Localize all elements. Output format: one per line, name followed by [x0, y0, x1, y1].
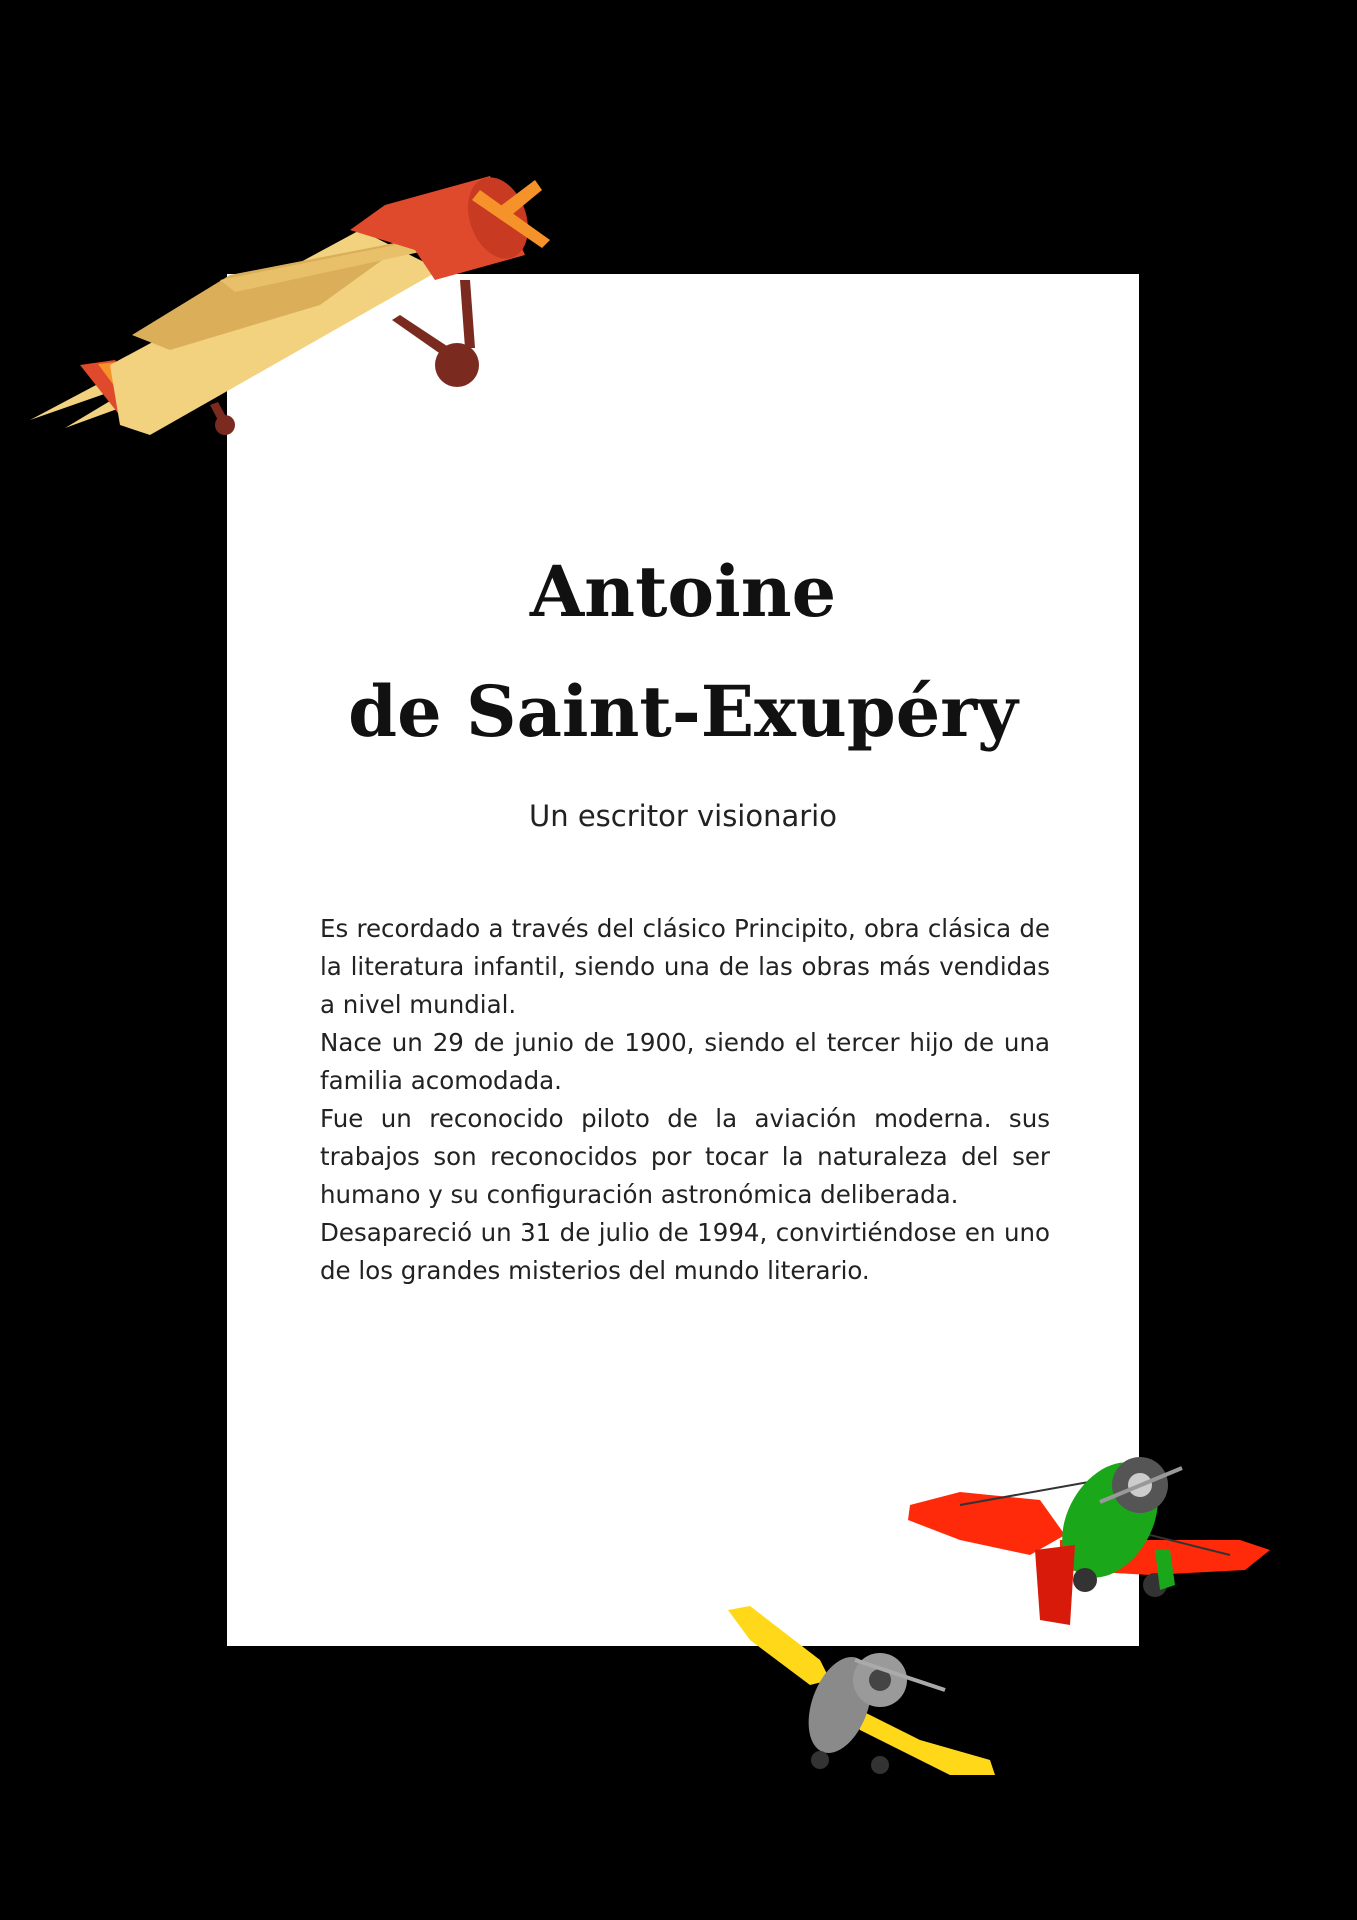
title-line-1: Antoine: [529, 550, 837, 633]
paragraph-2: Nace un 29 de junio de 1900, siendo el tercer hijo de una familia acomodada.: [320, 1028, 1050, 1095]
cartoon-biplane-icon: [20, 170, 560, 450]
yellow-gray-plane-icon: [720, 1600, 1010, 1790]
title-line-2: de Saint-Exupéry: [348, 670, 1018, 753]
subtitle: Un escritor visionario: [529, 799, 837, 833]
paragraph-1: Es recordado a través del clásico Principito, obra clásica de la literatura infantil, siendo una de las obras más vendidas a nivel mundial.: [320, 914, 1050, 1019]
paragraph-4: Desapareció un 31 de julio de 1994, convirtiéndose en uno de los grandes misterios del mundo literario.: [320, 1218, 1050, 1285]
biography-text: [320, 910, 1050, 1290]
paragraph-3: Fue un reconocido piloto de la aviación moderna. sus trabajos son reconocidos por tocar la naturaleza del ser humano y su configuración astronómica deliberada.: [320, 1104, 1050, 1209]
